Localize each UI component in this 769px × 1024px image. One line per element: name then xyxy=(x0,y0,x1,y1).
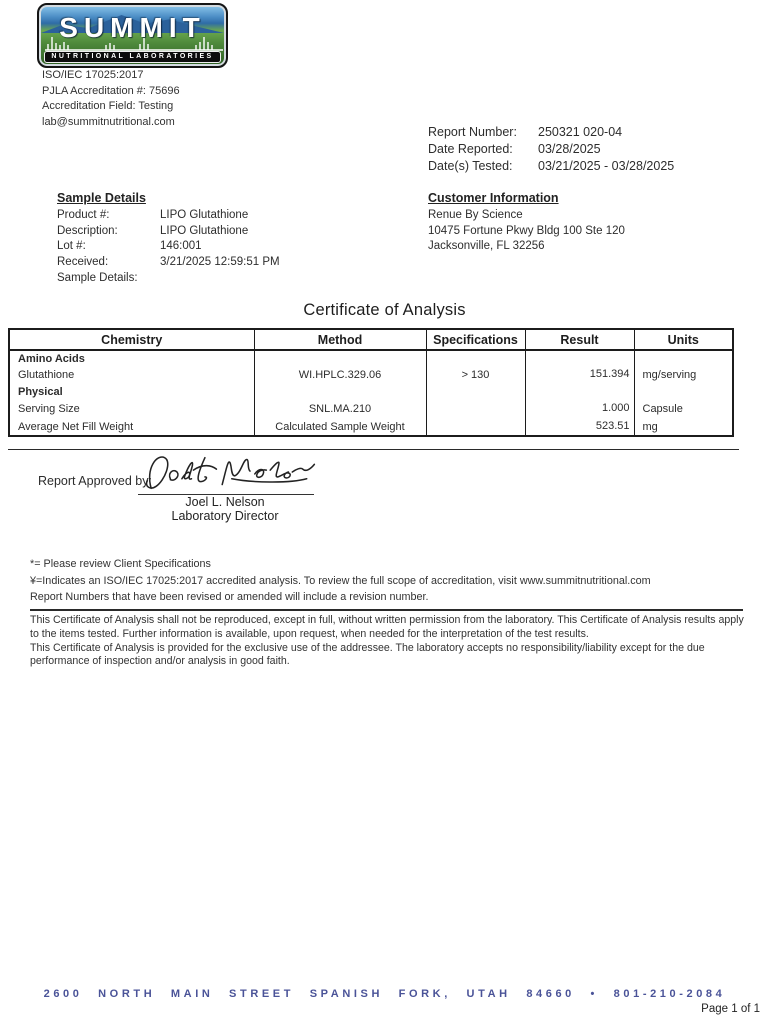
column-header-units: Units xyxy=(634,329,733,350)
product-number-row xyxy=(57,208,280,224)
sample-details-extra-label: Sample Details: xyxy=(57,272,138,284)
date-reported-row xyxy=(428,141,674,158)
specification-value xyxy=(426,418,525,436)
units-value: mg/serving xyxy=(634,366,733,384)
footnotes-block xyxy=(30,556,651,606)
product-number-label: Product #: xyxy=(57,209,110,221)
report-info-block xyxy=(428,124,674,175)
date-reported-label: Date Reported: xyxy=(428,142,513,156)
disclaimer-paragraph: This Certificate of Analysis is provided for the exclusive use of the addressee. The laboratory accepts no responsibility/liability except for the due performance of inspection and/or analysis in good faith. xyxy=(30,641,705,668)
table-section-row xyxy=(9,384,733,400)
customer-information-block xyxy=(428,208,625,255)
sample-details-heading: Sample Details xyxy=(57,191,146,205)
date-reported-value: 03/28/2025 xyxy=(538,142,601,156)
column-header-result: Result xyxy=(525,329,634,350)
analyte-name: Serving Size xyxy=(18,403,80,415)
signature-image xyxy=(132,449,322,497)
customer-name: Renue By Science xyxy=(428,209,523,221)
dates-tested-label: Date(s) Tested: xyxy=(428,159,513,173)
footnote-client-specifications: *= Please review Client Specifications xyxy=(30,558,211,570)
page-indicator: Page 1 of 1 xyxy=(701,1003,760,1015)
section-label-amino-acids: Amino Acids xyxy=(18,352,85,365)
lab-email-text: lab@summitnutritional.com xyxy=(42,115,175,128)
lab-address-footer: 2600 NORTH MAIN STREET SPANISH FORK, UTAH 84660 • 801-210-2084 xyxy=(43,988,726,1000)
specification-value xyxy=(426,400,525,418)
dates-tested-row xyxy=(428,158,674,175)
customer-address-line2: Jacksonville, FL 32256 xyxy=(428,240,545,252)
report-number-row xyxy=(428,124,674,141)
customer-information-heading: Customer Information xyxy=(428,191,559,205)
summit-logo xyxy=(37,3,228,68)
dates-tested-value: 03/21/2025 - 03/28/2025 xyxy=(538,159,675,173)
method-value: Calculated Sample Weight xyxy=(254,418,426,436)
lot-number-value: 146:001 xyxy=(160,240,202,252)
method-value: SNL.MA.210 xyxy=(254,400,426,418)
received-row xyxy=(57,255,280,271)
report-approved-by-label: Report Approved by: xyxy=(38,474,152,488)
disclaimer-block xyxy=(30,614,746,669)
accreditation-block xyxy=(42,68,180,130)
report-number-label: Report Number: xyxy=(428,125,517,139)
result-value: 151.394 xyxy=(525,366,634,384)
divider-line xyxy=(8,449,739,450)
results-table xyxy=(8,328,734,437)
footnote-accredited-analysis: ¥=Indicates an ISO/IEC 17025:2017 accredited analysis. To review the full scope of accreditation, visit www.summitnutritional.com xyxy=(30,574,651,587)
table-section-row xyxy=(9,350,733,366)
table-row-glutathione xyxy=(9,366,733,384)
disclaimer-paragraph: This Certificate of Analysis shall not be reproduced, except in full, without written permission from the laboratory. This Certificate of Analysis results apply to the items tested. Further information is available, upon request, when needed for the interpretation of the test results. xyxy=(30,614,744,640)
certificate-title: Certificate of Analysis xyxy=(303,301,466,319)
received-label: Received: xyxy=(57,255,109,268)
specification-value: > 130 xyxy=(426,366,525,384)
result-value: 523.51 xyxy=(525,418,634,436)
logo-brand-text: SUMMIT xyxy=(59,12,206,43)
sample-details-block xyxy=(57,208,280,270)
analyte-name: Average Net Fill Weight xyxy=(18,420,134,433)
product-number-value: LIPO Glutathione xyxy=(160,209,249,221)
signer-name: Joel L. Nelson xyxy=(185,495,265,509)
column-header-chemistry: Chemistry xyxy=(9,329,254,350)
lot-number-label: Lot #: xyxy=(57,240,86,252)
accreditation-line: PJLA Accreditation #: 75696 xyxy=(42,84,180,97)
signer-block xyxy=(125,496,325,523)
chromatogram-spikes-icon xyxy=(44,36,224,51)
footnote-revision-numbers: Report Numbers that have been revised or amended will include a revision number. xyxy=(30,591,429,603)
table-row-average-net-fill-weight xyxy=(9,418,733,436)
result-value: 1.000 xyxy=(525,400,634,418)
column-header-specifications: Specifications xyxy=(426,329,525,350)
logo-subtitle-banner: NUTRITIONAL LABORATORIES xyxy=(44,51,221,63)
description-row xyxy=(57,224,280,240)
method-value: WI.HPLC.329.06 xyxy=(254,366,426,384)
table-row-serving-size xyxy=(9,400,733,418)
accreditation-line: ISO/IEC 17025:2017 xyxy=(42,69,144,81)
description-value: LIPO Glutathione xyxy=(160,224,249,237)
report-number-value: 250321 020-04 xyxy=(538,125,623,139)
signer-title: Laboratory Director xyxy=(171,508,279,523)
units-value: mg xyxy=(634,418,733,436)
units-value: Capsule xyxy=(634,400,733,418)
customer-address-line1: 10475 Fortune Pkwy Bldg 100 Ste 120 xyxy=(428,224,625,237)
received-value: 3/21/2025 12:59:51 PM xyxy=(160,255,280,268)
results-table-header-row xyxy=(9,329,733,350)
divider-line xyxy=(30,609,743,611)
analyte-name: Glutathione xyxy=(18,369,75,381)
column-header-method: Method xyxy=(254,329,426,350)
section-label-physical: Physical xyxy=(18,386,63,398)
accreditation-line: Accreditation Field: Testing xyxy=(42,100,174,112)
description-label: Description: xyxy=(57,224,118,237)
lot-number-row xyxy=(57,239,280,255)
